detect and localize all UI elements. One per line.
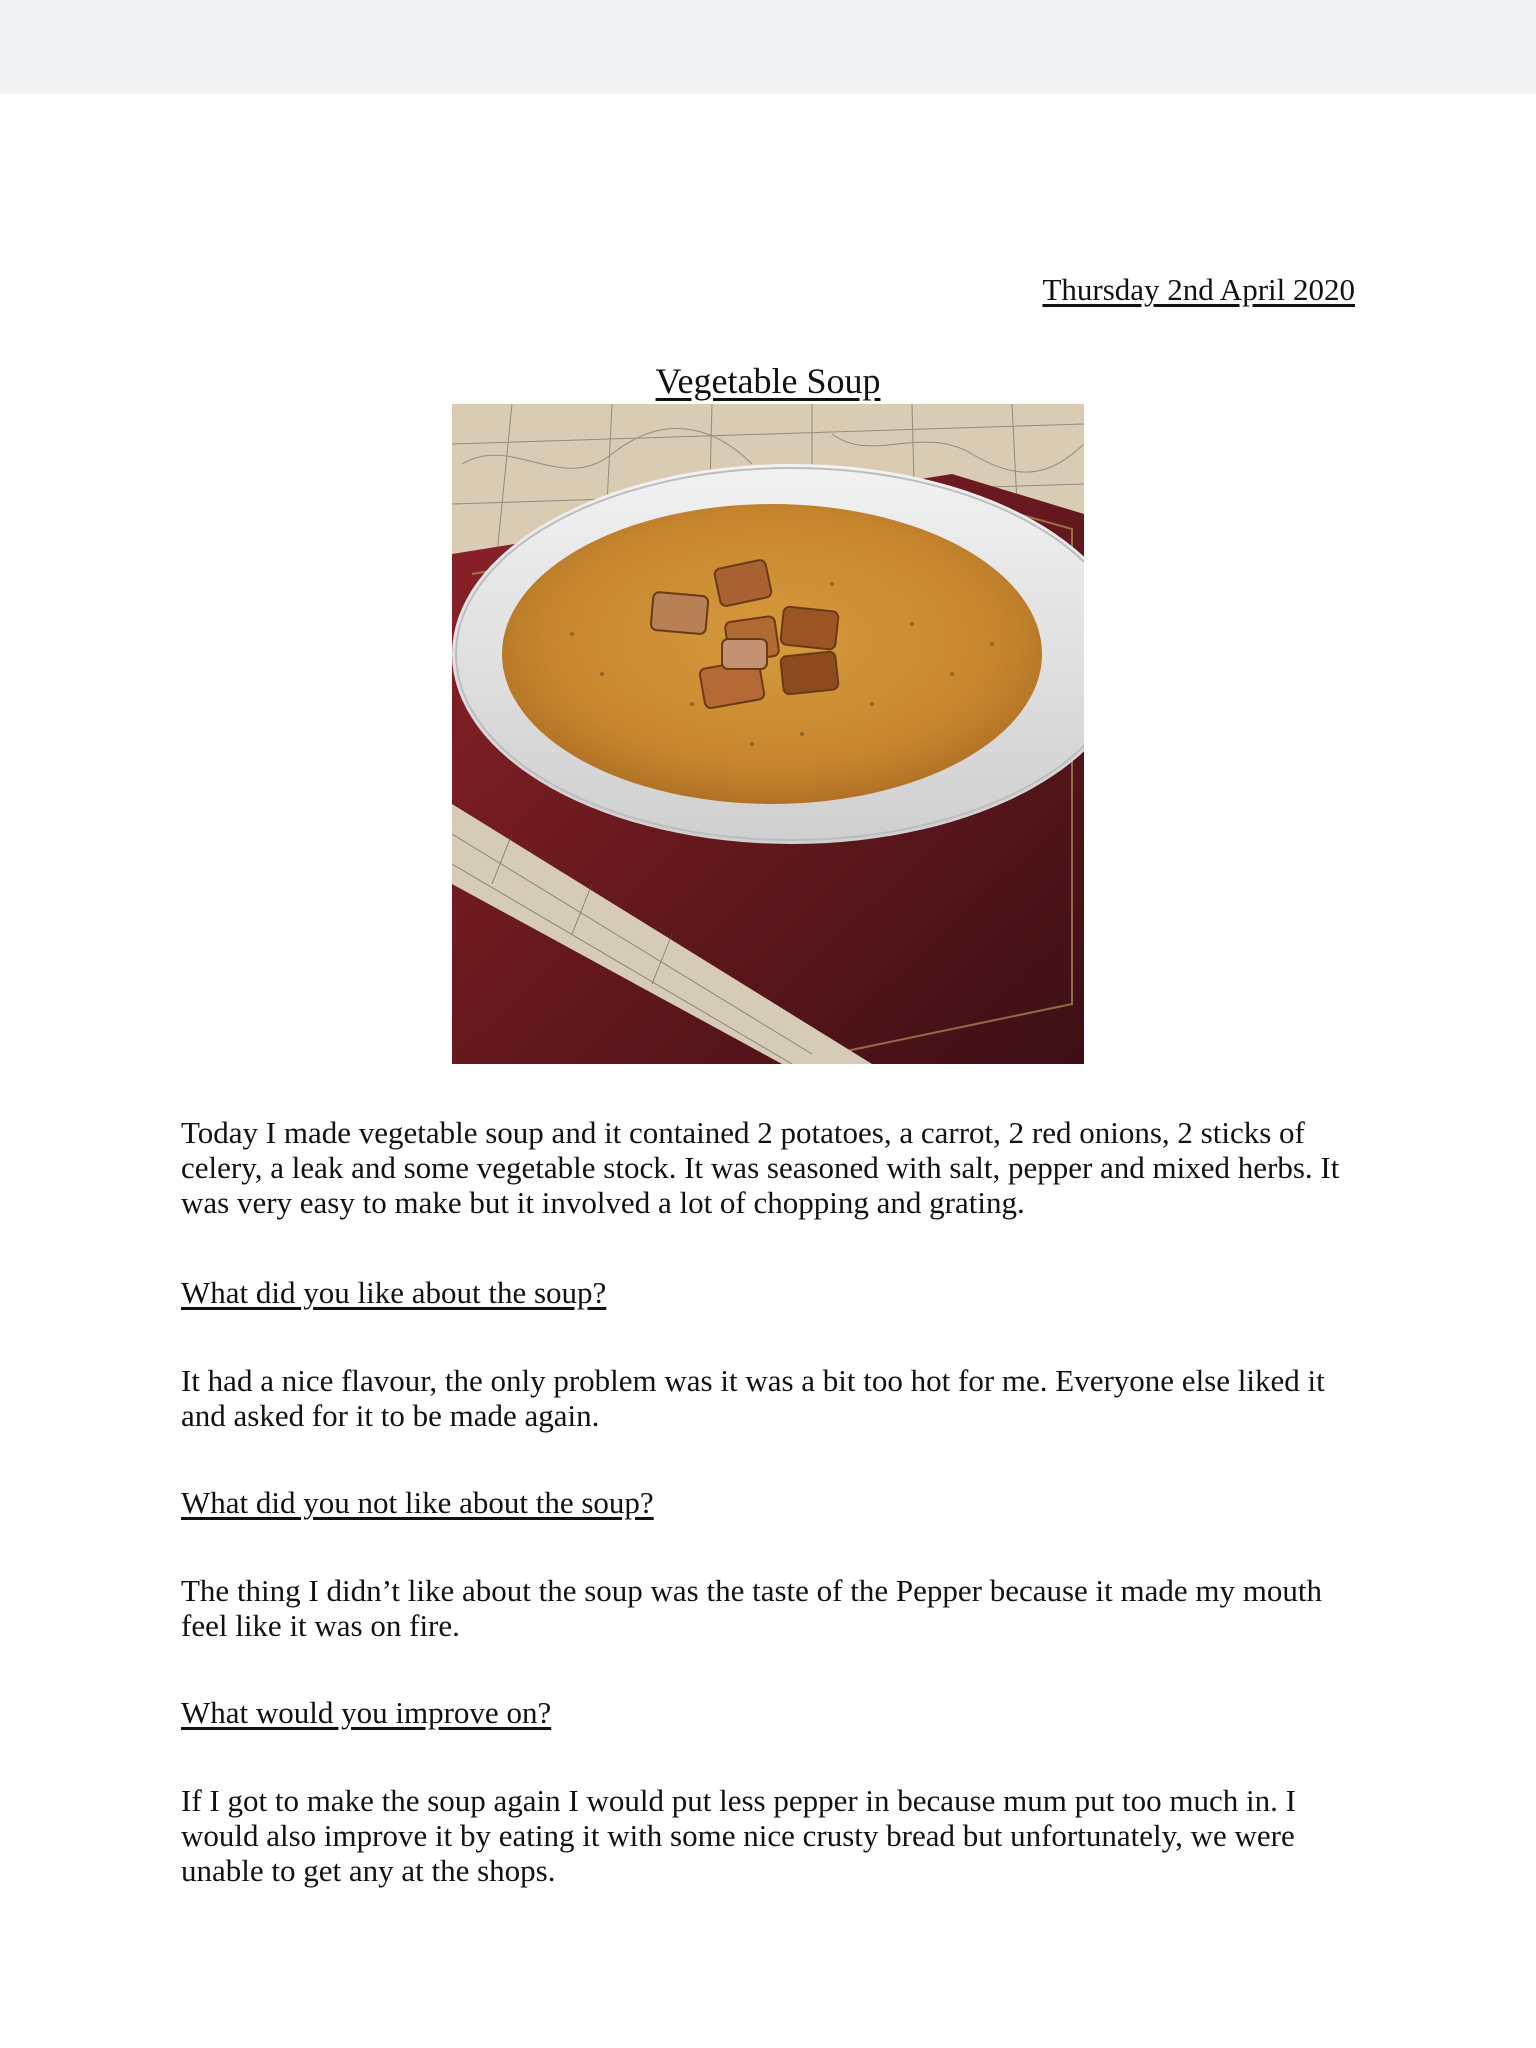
document-date: Thursday 2nd April 2020 — [1042, 272, 1355, 307]
answer-dislike: The thing I didn’t like about the soup was the taste of the Pepper because it made my mouth feel like it was on fire. — [181, 1573, 1322, 1643]
intro-paragraph: Today I made vegetable soup and it contained 2 potatoes, a carrot, 2 red onions, 2 sticks of celery, a leak and some vegetable stock. It was seasoned with salt, pepper and mixed herbs. It was very easy to make but it involved a lot of chopping and grating. — [181, 1115, 1340, 1220]
answer-improve: If I got to make the soup again I would put less pepper in because mum put too much in. I would also improve it by eating it with some nice crusty bread but unfortunately, we were unable to get any at the shops. — [181, 1783, 1296, 1888]
answer-like: It had a nice flavour, the only problem was it was a bit too hot for me. Everyone else liked it and asked for it to be made again. — [181, 1363, 1325, 1433]
soup-photo — [452, 404, 1084, 1064]
top-toolbar — [0, 0, 1536, 94]
question-like: What did you like about the soup? — [181, 1275, 607, 1310]
question-improve: What would you improve on? — [181, 1695, 552, 1730]
document-title: Vegetable Soup — [655, 361, 881, 401]
question-dislike: What did you not like about the soup? — [181, 1485, 654, 1520]
